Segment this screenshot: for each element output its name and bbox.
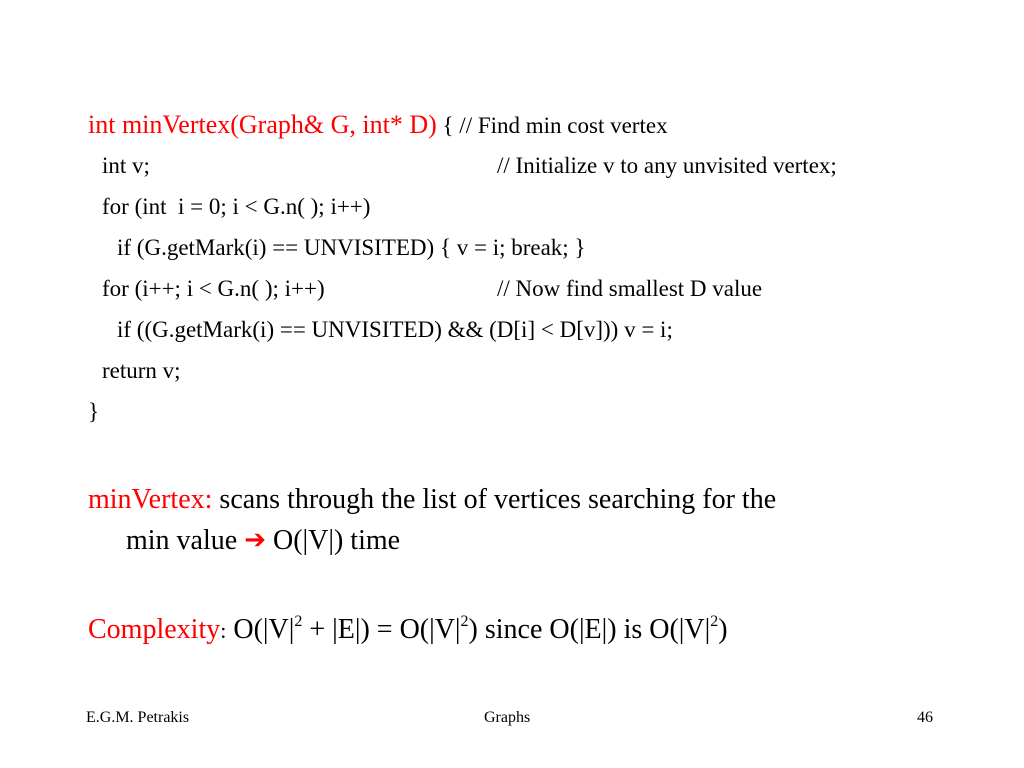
code-block — [88, 104, 988, 432]
code-statement: if ((G.getMark(i) == UNVISITED) && (D[i] < D[v])) v = i; — [117, 317, 673, 342]
signature-comment: { // Find min cost vertex — [436, 113, 668, 138]
minvertex-text-3: O(|V|) time — [266, 525, 401, 556]
code-line-5 — [88, 309, 988, 350]
complexity-text-3: ) since O(|E|) is O(|V| — [468, 614, 711, 645]
signature-text: int minVertex(Graph& G, int* D) — [88, 110, 437, 139]
code-statement: for (int i = 0; i < G.n( ); i++) — [102, 194, 371, 219]
code-closing-brace — [88, 391, 988, 432]
complexity-colon: : — [220, 618, 227, 643]
minvertex-text-1: scans through the list of vertices searching for the — [212, 484, 777, 515]
superscript-exponent: 2 — [710, 613, 719, 630]
code-statement: int v; — [102, 153, 150, 178]
complexity-text-1: O(|V| — [226, 614, 295, 645]
minvertex-explanation — [88, 479, 948, 562]
footer-page-number: 46 — [917, 709, 933, 726]
superscript-exponent: 2 — [294, 613, 303, 630]
minvertex-second-line — [88, 520, 948, 562]
code-statement: if (G.getMark(i) == UNVISITED) { v = i; break; } — [117, 235, 586, 260]
complexity-text-2: + |E|) = O(|V| — [302, 614, 461, 645]
minvertex-label: minVertex: — [88, 484, 213, 515]
code-line-4 — [88, 268, 988, 309]
right-arrow-icon: ➔ — [244, 525, 266, 555]
closing-brace: } — [88, 399, 100, 424]
code-line-2 — [88, 186, 988, 227]
function-signature — [88, 104, 988, 145]
minvertex-text-2: min value — [126, 525, 245, 556]
code-comment: // Initialize v to any unvisited vertex; — [497, 153, 837, 178]
code-line-3 — [88, 227, 988, 268]
code-statement: return v; — [102, 358, 181, 383]
superscript-exponent: 2 — [460, 613, 469, 630]
code-statement: for (i++; i < G.n( ); i++) — [102, 276, 325, 301]
footer-author: E.G.M. Petrakis — [86, 709, 190, 726]
complexity-label: Complexity — [88, 614, 221, 645]
code-line-6 — [88, 350, 988, 391]
code-comment: // Now find smallest D value — [497, 276, 763, 301]
complexity-text-4: ) — [718, 614, 728, 645]
code-line-1 — [88, 145, 988, 186]
complexity-statement — [88, 609, 948, 651]
footer-topic: Graphs — [484, 709, 531, 726]
